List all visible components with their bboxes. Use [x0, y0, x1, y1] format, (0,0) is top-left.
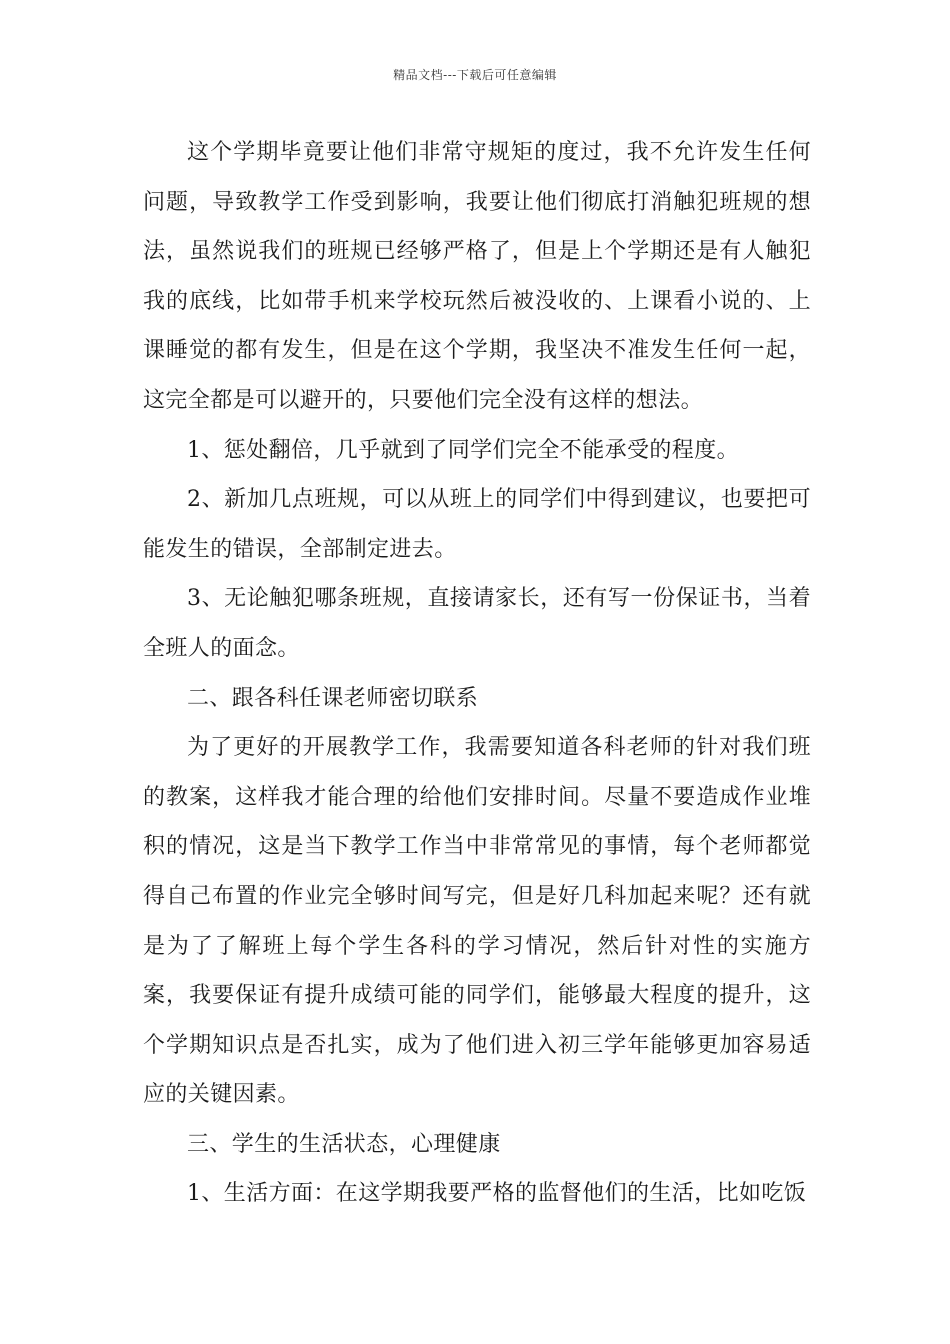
section-heading-3: 三、学生的生活状态，心理健康 [187, 1131, 501, 1157]
paragraph-rule-1: 1、惩处翻倍，几乎就到了同学们完全不能承受的程度。 [187, 437, 739, 463]
document-body [143, 128, 811, 1219]
paragraph-rule-3: 3、无论触犯哪条班规，直接请家长，还有写一份保证书，当着全班人的面念。 [143, 586, 811, 661]
paragraph-class-rules-intro: 这个学期毕竟要让他们非常守规矩的度过，我不允许发生任何问题，导致教学工作受到影响，我要让他们彻底打消触犯班规的想法，虽然说我们的班规已经够严格了，但是上个学期还是有人触犯我的底线，比如带手机来学校玩然后被没收的、上课看小说的、上课睡觉的都有发生，但是在这个学期，我坚决不准发生任何一起，这完全都是可以避开的，只要他们完全没有这样的想法。 [143, 140, 811, 413]
paragraph-rule-2: 2、新加几点班规，可以从班上的同学们中得到建议，也要把可能发生的错误，全部制定进去。 [143, 487, 811, 562]
paragraph-teacher-liaison: 为了更好的开展教学工作，我需要知道各科老师的针对我们班的教案，这样我才能合理的给他们安排时间。尽量不要造成作业堆积的情况，这是当下教学工作当中非常常见的事情，每个老师都觉得自己布置的作业完全够时间写完，但是好几科加起来呢？还有就是为了了解班上每个学生各科的学习情况，然后针对性的实施方案，我要保证有提升成绩可能的同学们，能够最大程度的提升，这个学期知识点是否扎实，成为了他们进入初三学年能够更加容易适应的关键因素。 [143, 735, 811, 1108]
section-heading-2: 二、跟各科任课老师密切联系 [187, 685, 479, 711]
paragraph-life-aspect: 1、生活方面：在这学期我要严格的监督他们的生活，比如吃饭 [187, 1181, 807, 1207]
page-header: 精品文档---下载后可任意编辑 [393, 68, 557, 82]
